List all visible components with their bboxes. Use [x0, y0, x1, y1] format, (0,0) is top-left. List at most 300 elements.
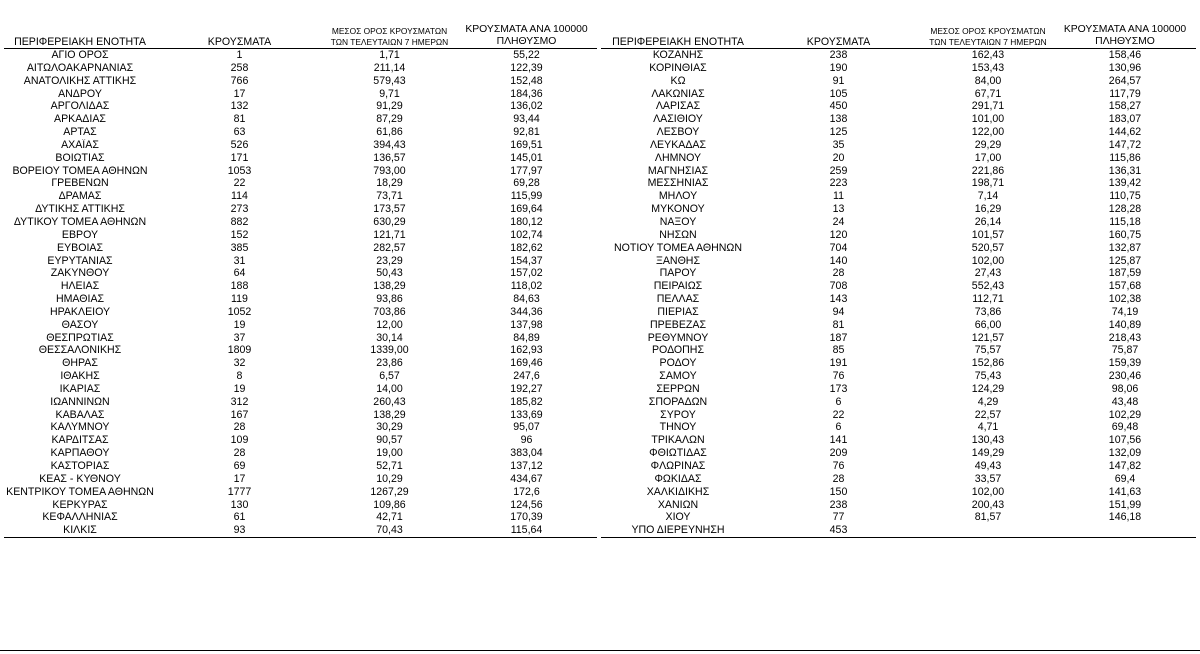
header-cases-per-100k-line1: ΚΡΟΥΣΜΑΤΑ ΑΝΑ 100000 — [1063, 24, 1187, 35]
table-row — [4, 88, 597, 101]
cases-cell: 81 — [832, 318, 845, 331]
cases-cell: 187 — [829, 331, 848, 344]
avg-7day-cell: 149,29 — [971, 447, 1005, 460]
table-row — [601, 267, 1196, 280]
table-row — [601, 499, 1196, 512]
per-100k-cell: 218,43 — [1108, 331, 1142, 344]
header-7day-average — [323, 24, 456, 49]
avg-7day-cell: 112,71 — [972, 293, 1004, 306]
region-cell: ΖΑΚΥΝΘΟΥ — [50, 267, 110, 280]
region-cell: ΤΡΙΚΑΛΩΝ — [651, 434, 705, 447]
table-row — [4, 473, 597, 486]
table-row — [4, 486, 597, 499]
per-100k-cell: 122,39 — [510, 61, 543, 74]
cases-cell: 85 — [832, 344, 845, 357]
region-cell: ΚΑΣΤΟΡΙΑΣ — [50, 460, 110, 472]
table-row — [4, 293, 597, 306]
cases-cell: 143 — [829, 293, 848, 306]
cases-cell: 19 — [233, 382, 246, 395]
per-100k-cell: 145,01 — [510, 151, 543, 164]
table-row — [601, 511, 1196, 524]
region-cell: ΚΟΡΙΝΘΙΑΣ — [649, 61, 707, 74]
cases-cell: 22 — [832, 408, 845, 421]
table-row — [4, 409, 597, 422]
avg-7day-cell: 9,71 — [379, 87, 400, 100]
avg-7day-cell: 138,29 — [373, 280, 406, 293]
cases-cell: 453 — [755, 524, 922, 537]
cases-cell: 238 — [829, 49, 848, 61]
per-100k-cell: 98,06 — [1111, 382, 1139, 395]
cases-cell: 11 — [833, 190, 844, 203]
avg-7day-cell: 579,43 — [373, 74, 406, 87]
per-100k-cell: 182,62 — [510, 241, 543, 254]
per-100k-cell: 172,6 — [513, 485, 540, 498]
table-row — [601, 434, 1196, 447]
table-row — [601, 344, 1196, 357]
per-100k-cell: 136,31 — [1108, 164, 1142, 177]
per-100k-cell: 115,64 — [456, 524, 597, 537]
table-header-row — [601, 24, 1196, 49]
table-row — [601, 216, 1196, 229]
avg-7day-cell: 73,86 — [974, 305, 1002, 318]
region-cell: ΦΩΚΙΔΑΣ — [654, 472, 702, 485]
per-100k-cell: 69,4 — [1114, 472, 1136, 485]
per-100k-cell: 159,39 — [1108, 357, 1142, 370]
header-cases-per-100k-line2: ΠΛΗΘΥΣΜΟ — [496, 36, 557, 47]
region-cell: ΘΕΣΠΡΩΤΙΑΣ — [46, 331, 114, 344]
table-row — [601, 460, 1196, 473]
region-cell: ΗΡΑΚΛΕΙΟΥ — [49, 305, 111, 318]
region-cell: ΚΩ — [670, 74, 686, 87]
per-100k-cell: 169,46 — [510, 357, 543, 370]
avg-7day-cell: 18,29 — [376, 177, 403, 190]
avg-7day-cell: 49,43 — [974, 460, 1002, 472]
table-row — [4, 370, 597, 383]
header-7day-average-line1: ΜΕΣΟΣ ΟΡΟΣ ΚΡΟΥΣΜΑΤΩΝ — [331, 26, 448, 36]
header-7day-average-line1: ΜΕΣΟΣ ΟΡΟΣ ΚΡΟΥΣΜΑΤΩΝ — [930, 26, 1046, 36]
region-cell: ΚΑΡΔΙΤΣΑΣ — [51, 434, 109, 447]
cases-cell: 76 — [832, 460, 845, 472]
region-cell: ΣΠΟΡΑΔΩΝ — [648, 395, 708, 408]
cases-cell: 28 — [832, 472, 845, 485]
avg-7day-cell: 291,71 — [971, 100, 1005, 113]
avg-7day-cell: 14,00 — [376, 382, 403, 395]
table-row — [4, 306, 597, 319]
table-row — [601, 100, 1196, 113]
region-cell: ΚΙΛΚΙΣ — [4, 524, 156, 537]
region-cell: ΓΡΕΒΕΝΩΝ — [51, 177, 109, 190]
table-row — [4, 229, 597, 242]
cases-cell: 22 — [233, 177, 246, 190]
cases-cell: 35 — [832, 138, 845, 151]
per-100k-cell: 184,36 — [510, 87, 543, 100]
cases-cell: 125 — [829, 126, 848, 139]
cases-cell: 209 — [829, 447, 848, 460]
region-cell: ΙΘΑΚΗΣ — [60, 370, 100, 383]
cases-cell: 61 — [233, 511, 246, 524]
table-row — [601, 409, 1196, 422]
avg-7day-cell: 29,29 — [974, 138, 1002, 151]
table-row — [601, 293, 1196, 306]
cases-cell: 140 — [829, 254, 848, 267]
table-row — [601, 255, 1196, 268]
table-row — [4, 190, 597, 203]
cases-cell: 81 — [233, 113, 246, 126]
cases-cell: 704 — [829, 241, 848, 254]
avg-7day-cell: 75,57 — [974, 344, 1002, 357]
cases-cell: 259 — [829, 164, 848, 177]
avg-7day-cell: 109,86 — [373, 498, 406, 511]
cases-cell: 93 — [156, 524, 323, 537]
per-100k-cell: 169,64 — [510, 203, 543, 216]
header-7day-average-line2: ΤΩΝ ΤΕΛΕΥΤΑΙΩΝ 7 ΗΜΕΡΩΝ — [330, 37, 449, 47]
per-100k-cell: 128,28 — [1108, 203, 1142, 216]
header-7day-average — [922, 24, 1054, 49]
avg-7day-cell: 552,43 — [971, 280, 1005, 293]
region-cell: ΘΗΡΑΣ — [62, 357, 98, 370]
per-100k-cell: 157,02 — [510, 267, 543, 280]
region-cell: ΑΝΑΤΟΛΙΚΗΣ ΑΤΤΙΚΗΣ — [23, 74, 137, 87]
region-cell: ΒΟΙΩΤΙΑΣ — [55, 151, 105, 164]
table-row — [4, 75, 597, 88]
region-cell: ΛΕΣΒΟΥ — [656, 126, 700, 139]
table-row — [4, 139, 597, 152]
table-row — [601, 203, 1196, 216]
avg-7day-cell: 138,29 — [373, 408, 406, 421]
cases-cell: 152 — [230, 228, 249, 241]
cases-cell: 190 — [829, 61, 848, 74]
per-100k-cell: 74,19 — [1111, 305, 1139, 318]
avg-7day-cell: 4,29 — [977, 395, 999, 408]
per-100k-cell: 102,74 — [510, 228, 543, 241]
cases-cell: 17 — [233, 87, 246, 100]
region-cell: ΕΥΡΥΤΑΝΙΑΣ — [47, 254, 113, 267]
per-100k-cell: 115,99 — [510, 190, 543, 203]
region-cell: ΑΝΔΡΟΥ — [58, 87, 102, 100]
avg-7day-cell: 7,14 — [977, 190, 999, 203]
per-100k-cell: 136,02 — [510, 100, 543, 113]
header-region: ΠΕΡΙΦΕΡΕΙΑΚΗ ΕΝΟΤΗΤΑ — [601, 24, 755, 49]
per-100k-cell: 147,72 — [1108, 138, 1142, 151]
header-region: ΠΕΡΙΦΕΡΕΙΑΚΗ ΕΝΟΤΗΤΑ — [4, 24, 156, 49]
table-row — [601, 306, 1196, 319]
cases-cell: 120 — [829, 228, 848, 241]
cases-cell: 708 — [829, 280, 848, 293]
regional-cases-table-right — [601, 24, 1196, 538]
cases-cell: 91 — [832, 74, 845, 87]
per-100k-cell: 383,04 — [510, 447, 543, 460]
region-cell: ΛΕΥΚΑΔΑΣ — [649, 138, 707, 151]
avg-7day-cell: 87,29 — [376, 113, 403, 126]
cases-cell: 526 — [230, 138, 249, 151]
region-cell: ΑΡΓΟΛΙΔΑΣ — [50, 100, 110, 113]
table-row — [601, 242, 1196, 255]
region-cell: ΝΟΤΙΟΥ ΤΟΜΕΑ ΑΘΗΝΩΝ — [613, 241, 743, 254]
regional-cases-table-left — [4, 24, 597, 538]
cases-cell: 130 — [230, 498, 249, 511]
per-100k-cell: 185,82 — [510, 395, 543, 408]
cases-cell: 238 — [829, 498, 848, 511]
cases-cell: 13 — [832, 203, 845, 216]
region-cell: ΥΠΟ ΔΙΕΡΕΥΝΗΣΗ — [601, 524, 755, 537]
per-100k-cell: 92,81 — [513, 126, 540, 139]
cases-cell: 138 — [829, 113, 848, 126]
table-row — [601, 421, 1196, 434]
per-100k-cell: 141,63 — [1108, 485, 1142, 498]
cases-cell: 109 — [230, 434, 249, 447]
cases-cell: 63 — [233, 126, 246, 139]
region-cell: ΣΥΡΟΥ — [660, 408, 696, 421]
per-100k-cell: 137,98 — [510, 318, 543, 331]
avg-7day-cell: 6,57 — [379, 370, 400, 383]
region-cell: ΠΡΕΒΕΖΑΣ — [650, 318, 706, 331]
cases-cell: 1777 — [227, 485, 252, 498]
table-header-row — [4, 24, 597, 49]
avg-7day-cell: 153,43 — [971, 61, 1005, 74]
cases-cell: 173 — [829, 382, 848, 395]
per-100k-cell: 115,18 — [1109, 215, 1141, 228]
table-row — [601, 357, 1196, 370]
table-row — [601, 524, 1196, 537]
region-cell: ΑΙΤΩΛΟΑΚΑΡΝΑΝΙΑΣ — [26, 61, 134, 74]
avg-7day-cell: 75,43 — [974, 370, 1002, 383]
region-cell: ΚΕΝΤΡΙΚΟΥ ΤΟΜΕΑ ΑΘΗΝΩΝ — [6, 485, 154, 498]
table-row — [4, 344, 597, 357]
region-cell: ΚΑΛΥΜΝΟΥ — [50, 421, 110, 434]
table-row — [4, 524, 597, 537]
table-row — [601, 113, 1196, 126]
region-cell: ΞΑΝΘΗΣ — [655, 254, 701, 267]
region-cell: ΗΜΑΘΙΑΣ — [55, 293, 105, 306]
avg-7day-cell: 70,43 — [323, 524, 456, 537]
per-100k-cell: 43,48 — [1111, 395, 1139, 408]
per-100k-cell: 157,68 — [1108, 280, 1142, 293]
cases-cell: 191 — [829, 357, 848, 370]
per-100k-cell: 158,46 — [1108, 49, 1142, 61]
region-cell: ΘΑΣΟΥ — [61, 318, 99, 331]
region-cell: ΧΑΝΙΩΝ — [657, 498, 699, 511]
cases-cell: 105 — [829, 87, 848, 100]
cases-cell: 69 — [233, 460, 246, 472]
region-cell: ΘΕΣΣΑΛΟΝΙΚΗΣ — [38, 344, 122, 357]
cases-cell: 1053 — [227, 164, 252, 177]
table-row — [601, 280, 1196, 293]
table-row — [601, 139, 1196, 152]
avg-7day-cell: 221,86 — [971, 164, 1005, 177]
avg-7day-cell: 30,14 — [376, 331, 403, 344]
cases-cell: 385 — [230, 241, 249, 254]
avg-7day-cell: 81,57 — [974, 511, 1002, 524]
per-100k-cell: 158,27 — [1108, 100, 1142, 113]
table-row — [601, 62, 1196, 75]
cases-cell: 312 — [230, 395, 249, 408]
region-cell: ΠΕΙΡΑΙΩΣ — [653, 280, 703, 293]
avg-7day-cell: 102,00 — [971, 254, 1005, 267]
cases-cell: 17 — [233, 472, 246, 485]
cases-cell: 6 — [835, 421, 842, 434]
avg-7day-cell: 101,57 — [971, 228, 1005, 241]
region-cell: ΠΙΕΡΙΑΣ — [657, 305, 699, 318]
region-cell: ΝΗΣΩΝ — [659, 228, 697, 241]
region-cell: ΠΑΡΟΥ — [659, 267, 697, 280]
table-row — [4, 319, 597, 332]
cases-cell: 28 — [233, 421, 246, 434]
avg-7day-cell: 30,29 — [376, 421, 403, 434]
table-row — [4, 396, 597, 409]
region-cell: ΣΑΜΟΥ — [659, 370, 697, 383]
avg-7day-cell: 198,71 — [971, 177, 1005, 190]
avg-7day-cell — [922, 524, 1054, 537]
cases-cell: 24 — [832, 215, 845, 228]
table-row — [601, 177, 1196, 190]
avg-7day-cell: 630,29 — [373, 215, 406, 228]
region-cell: ΙΩΑΝΝΙΝΩΝ — [50, 395, 110, 408]
per-100k-cell: 344,36 — [510, 305, 543, 318]
region-cell: ΤΗΝΟΥ — [659, 421, 697, 434]
per-100k-cell: 147,82 — [1108, 460, 1142, 472]
cases-cell: 150 — [829, 485, 848, 498]
table-row — [4, 126, 597, 139]
table-row — [601, 486, 1196, 499]
cases-cell: 188 — [230, 280, 249, 293]
per-100k-cell: 102,29 — [1108, 408, 1142, 421]
region-cell: ΣΕΡΡΩΝ — [656, 382, 700, 395]
cases-cell: 28 — [233, 447, 246, 460]
region-cell: ΚΟΖΑΝΗΣ — [652, 49, 704, 61]
header-cases-per-100k — [1054, 24, 1196, 49]
avg-7day-cell: 93,86 — [376, 293, 403, 306]
cases-cell: 766 — [230, 74, 249, 87]
table-row — [4, 49, 597, 62]
region-cell: ΚΑΒΑΛΑΣ — [55, 408, 105, 421]
per-100k-cell: 95,07 — [513, 421, 540, 434]
avg-7day-cell: 33,57 — [974, 472, 1002, 485]
cases-cell: 28 — [832, 267, 845, 280]
per-100k-cell: 230,46 — [1108, 370, 1142, 383]
cases-cell: 273 — [230, 203, 249, 216]
table-row — [601, 75, 1196, 88]
table-row — [601, 229, 1196, 242]
avg-7day-cell: 73,71 — [376, 190, 403, 203]
per-100k-cell: 140,89 — [1108, 318, 1142, 331]
per-100k-cell: 177,97 — [510, 164, 543, 177]
cases-cell: 119 — [231, 293, 248, 306]
header-7day-average-line2: ΤΩΝ ΤΕΛΕΥΤΑΙΩΝ 7 ΗΜΕΡΩΝ — [929, 37, 1047, 47]
per-100k-cell: 162,93 — [510, 344, 543, 357]
avg-7day-cell: 23,86 — [376, 357, 403, 370]
avg-7day-cell: 793,00 — [373, 164, 406, 177]
per-100k-cell: 170,39 — [510, 511, 543, 524]
table-row — [4, 165, 597, 178]
per-100k-cell: 146,18 — [1108, 511, 1142, 524]
per-100k-cell: 75,87 — [1111, 344, 1139, 357]
region-cell: ΜΥΚΟΝΟΥ — [651, 203, 705, 216]
avg-7day-cell: 19,00 — [376, 447, 403, 460]
region-cell: ΧΑΛΚΙΔΙΚΗΣ — [646, 485, 710, 498]
region-cell: ΧΙΟΥ — [665, 511, 691, 524]
region-cell: ΛΑΡΙΣΑΣ — [655, 100, 701, 113]
table-row — [4, 255, 597, 268]
table-row — [601, 126, 1196, 139]
per-100k-cell: 125,87 — [1108, 254, 1142, 267]
table-body-right — [601, 49, 1196, 538]
per-100k-cell: 137,12 — [510, 460, 543, 472]
avg-7day-cell: 61,86 — [376, 126, 403, 139]
cases-cell: 19 — [233, 318, 246, 331]
table-row — [4, 267, 597, 280]
table-row — [4, 203, 597, 216]
region-cell: ΜΑΓΝΗΣΙΑΣ — [647, 164, 709, 177]
avg-7day-cell: 124,29 — [971, 382, 1005, 395]
region-cell: ΙΚΑΡΙΑΣ — [59, 382, 101, 395]
avg-7day-cell: 102,00 — [971, 485, 1005, 498]
table-row — [601, 319, 1196, 332]
region-cell: ΑΡΚΑΔΙΑΣ — [54, 113, 106, 126]
per-100k-cell: 132,87 — [1108, 241, 1142, 254]
region-cell: ΜΗΛΟΥ — [658, 190, 698, 203]
avg-7day-cell: 17,00 — [974, 151, 1002, 164]
table-row — [4, 447, 597, 460]
per-100k-cell — [1054, 524, 1196, 537]
table-row — [4, 100, 597, 113]
table-row — [601, 473, 1196, 486]
avg-7day-cell: 27,43 — [974, 267, 1002, 280]
avg-7day-cell: 1,71 — [379, 49, 400, 61]
table-row — [4, 357, 597, 370]
avg-7day-cell: 26,14 — [974, 215, 1002, 228]
region-cell: ΚΕΑΣ - ΚΥΘΝΟΥ — [39, 472, 121, 485]
table-row — [601, 383, 1196, 396]
per-100k-cell: 55,22 — [513, 49, 540, 61]
table-row — [601, 370, 1196, 383]
avg-7day-cell: 211,14 — [373, 61, 406, 74]
avg-7day-cell: 16,29 — [974, 203, 1002, 216]
avg-7day-cell: 136,57 — [373, 151, 406, 164]
table-row — [4, 421, 597, 434]
per-100k-cell: 84,89 — [513, 331, 540, 344]
region-cell: ΔΥΤΙΚΗΣ ΑΤΤΙΚΗΣ — [35, 203, 125, 216]
table-row — [601, 396, 1196, 409]
region-cell: ΝΑΞΟΥ — [659, 215, 697, 228]
cases-cell: 6 — [835, 395, 842, 408]
table-row — [4, 242, 597, 255]
region-cell: ΡΟΔΟΠΗΣ — [651, 344, 705, 357]
per-100k-cell: 84,63 — [513, 293, 540, 306]
cases-cell: 114 — [231, 190, 248, 203]
region-cell: ΚΕΡΚΥΡΑΣ — [52, 498, 108, 511]
avg-7day-cell: 121,71 — [373, 228, 406, 241]
avg-7day-cell: 42,71 — [376, 511, 403, 524]
per-100k-cell: 180,12 — [510, 215, 543, 228]
region-cell: ΛΑΣΙΘΙΟΥ — [653, 113, 703, 126]
per-100k-cell: 264,57 — [1108, 74, 1142, 87]
table-body-left — [4, 49, 597, 538]
avg-7day-cell: 84,00 — [974, 74, 1002, 87]
per-100k-cell: 132,09 — [1108, 447, 1142, 460]
table-row — [601, 165, 1196, 178]
table-row — [601, 88, 1196, 101]
per-100k-cell: 160,75 — [1108, 228, 1142, 241]
cases-cell: 450 — [829, 100, 848, 113]
per-100k-cell: 117,79 — [1109, 87, 1141, 100]
per-100k-cell: 187,59 — [1108, 267, 1142, 280]
per-100k-cell: 69,28 — [513, 177, 540, 190]
cases-cell: 171 — [230, 151, 249, 164]
region-cell: ΕΥΒΟΙΑΣ — [57, 241, 103, 254]
avg-7day-cell: 394,43 — [373, 138, 406, 151]
avg-7day-cell: 90,57 — [376, 434, 403, 447]
per-100k-cell: 69,48 — [1111, 421, 1139, 434]
